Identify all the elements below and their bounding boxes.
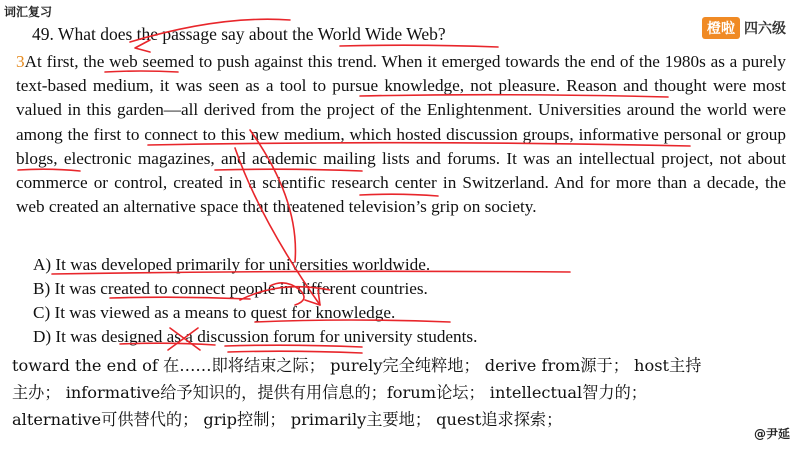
option-c: C) It was viewed as a means to quest for knowledge. bbox=[33, 303, 396, 322]
brand-logo-mark: 橙啦 bbox=[702, 17, 740, 39]
brand-logo bbox=[702, 17, 786, 39]
passage-text: At first, the web seemed to push against this trend. When it emerged towards the end of the 1980s as a purely text-based medium, it was seen as a tool to pursue knowledge, not pleasure. Reason and thought were most valued in this garden—all derived from the project of the Enlightenment. Universities around the world were among the first to connect to this new medium, which hosted discussion groups, informative personal or group blogs, electronic magazines, and academic mailing lists and forums. It was an intellectual project, not about commerce or control, created in a scientific research center in Switzerland. And for more than a decade, the web created an alternative space that threatened television’s grip on society. bbox=[16, 52, 786, 217]
vocab-line: toward the end of 在……即将结束之际； purely完全纯粹地； derive from源于； host主持 bbox=[12, 356, 702, 375]
question-text: 49. What does the passage say about the World Wide Web? bbox=[32, 24, 446, 44]
annotation-underline bbox=[340, 45, 498, 47]
vocab-notes bbox=[12, 352, 790, 433]
vocab-line: alternative可供替代的； grip控制； primarily主要地； quest追求探索； bbox=[12, 410, 563, 429]
option-a: A) It was developed primarily for universities worldwide. bbox=[33, 255, 431, 274]
option-d: D) It was designed as a discussion forum for university students. bbox=[33, 327, 478, 346]
paragraph-number: 3 bbox=[16, 52, 25, 71]
corner-label: 词汇复习 bbox=[4, 5, 53, 19]
vocab-line: 主办； informative给予知识的，提供有用信息的；forum论坛； intellectual智力的； bbox=[12, 383, 647, 402]
passage-paragraph bbox=[16, 50, 786, 219]
author-watermark: @尹延 bbox=[753, 427, 790, 441]
option-b: B) It was created to connect people in different countries. bbox=[33, 279, 428, 298]
brand-subtitle: 四六级 bbox=[744, 21, 786, 37]
